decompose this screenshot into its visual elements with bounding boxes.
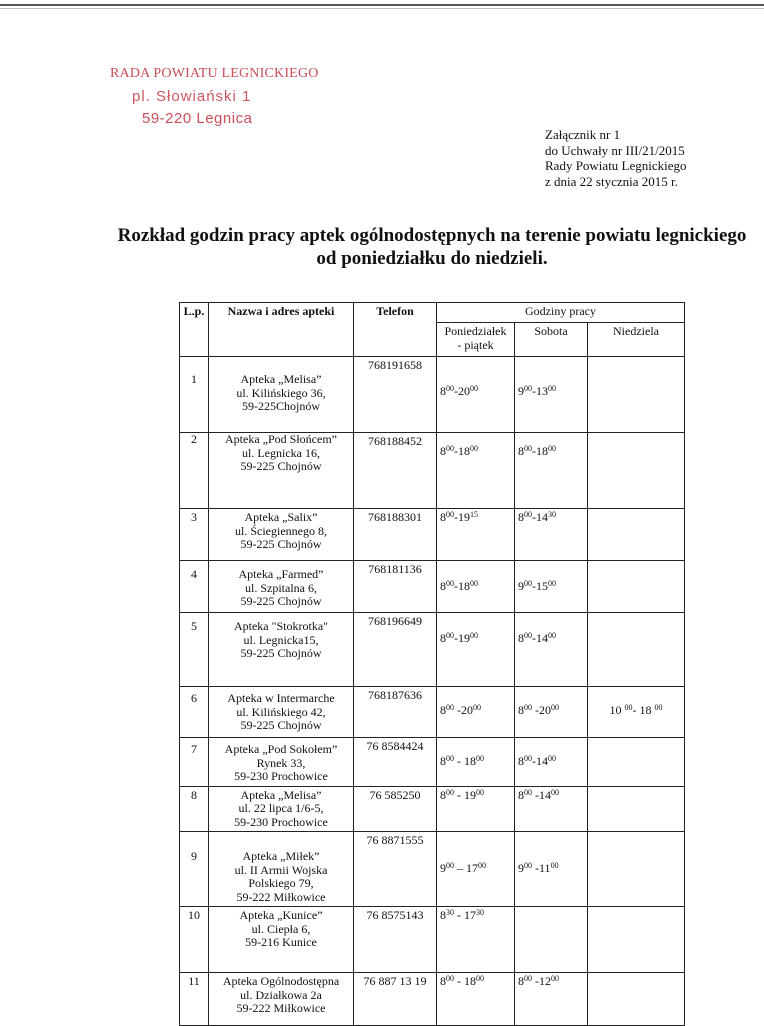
- saturday-hours-from: 8: [518, 703, 524, 717]
- weekday-hours-to-min: 00: [478, 861, 486, 870]
- weekday-hours-to: 20: [461, 703, 473, 717]
- annex-resolution: do Uchwały nr III/21/2015: [545, 142, 685, 158]
- weekday-hours: [440, 579, 478, 593]
- cell-saturday-hours: [515, 613, 588, 687]
- header-weekdays: [437, 323, 515, 357]
- sunday-hours-to: 18: [639, 703, 655, 717]
- saturday-hours: [518, 788, 559, 802]
- pharmacy-address-line: 59-222 Miłkowice: [236, 1001, 326, 1015]
- cell-phone: 768187636: [354, 687, 437, 738]
- cell-saturday-hours: [515, 786, 588, 832]
- pharmacy-address-line: ul. Ściegiennego 8,: [235, 523, 327, 538]
- cell-phone: 76 8584424: [354, 738, 437, 787]
- table-row: [180, 907, 685, 973]
- cell-phone: 76 887 13 19: [354, 973, 437, 1026]
- weekday-hours: [440, 703, 481, 717]
- saturday-hours: [518, 444, 556, 458]
- title-line-1: Rozkład godzin pracy aptek ogólnodostępnych na terenie powiatu legnickiego: [117, 225, 747, 246]
- weekday-hours-from: 8: [440, 908, 446, 922]
- weekday-hours-to-min: 00: [476, 754, 484, 763]
- weekday-hours-sep: -: [454, 631, 458, 645]
- saturday-hours-from: 8: [518, 631, 524, 645]
- pharmacy-address-line: 59-225 Chojnów: [240, 646, 322, 660]
- weekday-hours: [440, 861, 486, 875]
- cell-saturday-hours: [515, 973, 588, 1026]
- cell-saturday-hours: [515, 433, 588, 509]
- saturday-hours-sep: -: [532, 861, 539, 875]
- cell-weekday-hours: [437, 561, 515, 613]
- saturday-hours-sep: -: [532, 384, 536, 398]
- saturday-hours: [518, 579, 556, 593]
- pharmacy-address-line: 59-216 Kunice: [245, 935, 317, 949]
- cell-pharmacy-name-address: [209, 613, 354, 687]
- saturday-hours-to-min: 00: [551, 974, 559, 983]
- annex-council: Rady Powiatu Legnickiego: [545, 158, 687, 173]
- header-weekdays-line2: - piątek: [457, 337, 494, 352]
- saturday-hours-from-min: 00: [524, 510, 532, 519]
- cell-phone: 768188452: [354, 433, 437, 509]
- cell-saturday-hours: [515, 687, 588, 738]
- table-row: [180, 433, 685, 509]
- weekday-hours-sep: –: [454, 861, 466, 875]
- saturday-hours-from-min: 00: [524, 787, 532, 797]
- cell-saturday-hours: [515, 357, 588, 433]
- saturday-hours-to-min: 00: [548, 754, 556, 763]
- saturday-hours-from: 8: [518, 974, 524, 988]
- saturday-hours-sep: -: [532, 974, 539, 988]
- weekday-hours: [440, 384, 478, 398]
- weekday-hours-from-min: 00: [446, 861, 454, 870]
- cell-pharmacy-name-address: [209, 561, 354, 613]
- saturday-hours-to-min: 00: [548, 631, 556, 640]
- cell-phone: 768188301: [354, 509, 437, 561]
- cell-sunday-hours: [588, 973, 685, 1026]
- saturday-hours-to: 14: [536, 510, 548, 524]
- saturday-hours-to: 18: [536, 444, 548, 458]
- pharmacy-name: Apteka „Kunice”: [239, 908, 323, 922]
- table-row: [180, 786, 685, 832]
- saturday-hours-to: 14: [536, 631, 548, 645]
- weekday-hours-to-min: 00: [476, 974, 484, 983]
- weekday-hours: [440, 754, 484, 768]
- cell-weekday-hours: [437, 613, 515, 687]
- saturday-hours-from: 8: [518, 444, 524, 458]
- cell-lp: 6: [180, 687, 209, 738]
- table-row: [180, 561, 685, 613]
- cell-lp: 3: [180, 509, 209, 561]
- pharmacy-name: Apteka „Pod Sokołem”: [224, 742, 338, 756]
- pharmacy-address-line: ul. Legnicka 16,: [242, 445, 320, 460]
- weekday-hours-to-min: 15: [470, 510, 478, 519]
- saturday-hours-from-min: 00: [524, 631, 532, 640]
- weekday-hours-to: 19: [458, 631, 470, 645]
- cell-sunday-hours: [588, 509, 685, 561]
- weekday-hours-from-min: 00: [446, 974, 454, 983]
- saturday-hours-to-min: 00: [548, 384, 556, 393]
- pharmacy-name: Apteka Ogólnodostępna: [222, 974, 340, 988]
- weekday-hours-from: 8: [440, 444, 446, 458]
- pharmacy-name: Apteka „Melisa”: [240, 787, 322, 802]
- header-name: Nazwa i adres apteki: [209, 303, 354, 357]
- pharmacy-name: Apteka w Intermarche: [227, 691, 335, 705]
- header-lp: L.p.: [180, 303, 209, 357]
- weekday-hours-to: 17: [464, 908, 476, 922]
- weekday-hours-to: 18: [458, 579, 470, 593]
- pharmacy-name: Apteka „Farmed”: [238, 567, 324, 581]
- cell-lp: 4: [180, 561, 209, 613]
- pharmacy-address-line: ul. Kilińskiego 42,: [236, 704, 326, 719]
- saturday-hours-to: 15: [536, 579, 548, 593]
- weekday-hours: [440, 444, 478, 458]
- table-row: [180, 613, 685, 687]
- saturday-hours-to-min: 00: [550, 861, 559, 870]
- cell-pharmacy-name-address: [209, 357, 354, 433]
- saturday-hours-to-min: 00: [548, 444, 556, 453]
- header-sunday: Niedziela: [588, 323, 685, 357]
- weekday-hours: [440, 510, 478, 524]
- weekday-hours-to-min: 00: [470, 384, 478, 393]
- cell-pharmacy-name-address: [209, 973, 354, 1026]
- pharmacy-address-line: 59-230 Prochowice: [234, 769, 328, 783]
- pharmacy-address-line: Polskiego 79,: [248, 876, 314, 890]
- saturday-hours: [518, 631, 556, 645]
- weekday-hours-to: 18: [464, 974, 476, 988]
- cell-weekday-hours: [437, 786, 515, 832]
- saturday-hours-to: 14: [539, 787, 551, 802]
- cell-weekday-hours: [437, 973, 515, 1026]
- cell-sunday-hours: [588, 832, 685, 907]
- header-weekdays-line1: Poniedziałek: [444, 324, 507, 338]
- cell-weekday-hours: [437, 433, 515, 509]
- cell-pharmacy-name-address: [209, 509, 354, 561]
- weekday-hours-to: 19: [464, 787, 476, 802]
- cell-phone: 76 8871555: [354, 832, 437, 907]
- pharmacy-address-line: ul. 22 lipca 1/6-5,: [238, 801, 324, 815]
- pharmacy-name: Apteka "Stokrotka": [233, 619, 329, 633]
- weekday-hours-to: 19: [458, 510, 470, 524]
- saturday-hours-from: 8: [518, 754, 524, 768]
- cell-lp: 2: [180, 433, 209, 509]
- cell-pharmacy-name-address: [209, 907, 354, 973]
- cell-weekday-hours: [437, 907, 515, 973]
- pharmacy-hours-table: [179, 302, 685, 1026]
- weekday-hours-sep: -: [454, 510, 458, 524]
- saturday-hours-sep: -: [532, 579, 536, 593]
- weekday-hours-from-min: 00: [446, 384, 454, 393]
- pharmacy-address-line: 59-225 Chojnów: [240, 718, 322, 732]
- cell-sunday-hours: [588, 357, 685, 433]
- title-line-2: od poniedziałku do niedzieli.: [316, 248, 548, 269]
- cell-lp: 10: [180, 907, 209, 973]
- pharmacy-address-line: 59-222 Miłkowice: [236, 889, 326, 904]
- saturday-hours-to-min: 30: [548, 510, 556, 519]
- weekday-hours-from: 9: [440, 861, 446, 875]
- weekday-hours-from-min: 00: [446, 703, 454, 712]
- weekday-hours: [440, 908, 484, 922]
- weekday-hours-to: 20: [458, 384, 470, 398]
- sunday-hours-sep: -: [632, 703, 640, 717]
- cell-weekday-hours: [437, 509, 515, 561]
- saturday-hours-sep: -: [532, 631, 536, 645]
- saturday-hours-from: 9: [518, 384, 524, 398]
- annex-date: z dnia 22 stycznia 2015 r.: [545, 173, 678, 189]
- cell-weekday-hours: [437, 738, 515, 787]
- table-body: [180, 357, 685, 1026]
- annex-header: [545, 127, 687, 189]
- pharmacy-address-line: 59-225 Chojnów: [240, 459, 322, 473]
- weekday-hours-from: 8: [440, 787, 446, 802]
- saturday-hours-from-min: 00: [524, 444, 532, 453]
- pharmacy-address-line: 59-225 Chojnów: [240, 537, 322, 551]
- table-row: [180, 973, 685, 1026]
- cell-saturday-hours: [515, 907, 588, 973]
- pharmacy-name: Apteka „Salix”: [244, 510, 318, 524]
- cell-saturday-hours: [515, 509, 588, 561]
- weekday-hours-sep: -: [454, 908, 464, 922]
- table-row: [180, 687, 685, 738]
- weekday-hours-from-min: 00: [446, 631, 454, 640]
- saturday-hours: [518, 974, 559, 988]
- top-border-line-thin: [0, 8, 764, 9]
- saturday-hours-from: 9: [518, 579, 524, 593]
- saturday-hours-to: 14: [536, 754, 548, 768]
- saturday-hours-from-min: 00: [524, 384, 532, 393]
- cell-phone: 768181136: [354, 561, 437, 613]
- cell-pharmacy-name-address: [209, 687, 354, 738]
- saturday-hours: [518, 384, 556, 398]
- weekday-hours-sep: -: [454, 703, 461, 717]
- cell-lp: 1: [180, 357, 209, 433]
- saturday-hours-from: 8: [518, 787, 524, 802]
- weekday-hours-from-min: 00: [446, 579, 454, 588]
- weekday-hours-from: 8: [440, 631, 446, 645]
- weekday-hours-sep: -: [454, 579, 458, 593]
- pharmacy-address-line: 59-230 Prochowice: [234, 814, 328, 829]
- sunday-hours-from-min: 00: [624, 703, 633, 712]
- cell-lp: 5: [180, 613, 209, 687]
- weekday-hours-from: 8: [440, 754, 446, 768]
- table-row: [180, 832, 685, 907]
- saturday-hours: [518, 861, 559, 875]
- weekday-hours-to-min: 00: [470, 631, 478, 640]
- pharmacy-name: Apteka „Melisa”: [240, 372, 322, 386]
- cell-weekday-hours: [437, 687, 515, 738]
- saturday-hours-from-min: 00: [524, 754, 532, 763]
- saturday-hours-sep: -: [532, 787, 539, 802]
- header-hours: Godziny pracy: [437, 303, 685, 323]
- saturday-hours: [518, 754, 556, 768]
- saturday-hours: [518, 703, 559, 717]
- saturday-hours-sep: -: [532, 703, 539, 717]
- saturday-hours-sep: -: [532, 754, 536, 768]
- weekday-hours-from: 8: [440, 579, 446, 593]
- annex-number: Załącznik nr 1: [545, 127, 621, 142]
- cell-phone: 768196649: [354, 613, 437, 687]
- weekday-hours-from-min: 30: [446, 908, 454, 917]
- weekday-hours-from: 8: [440, 974, 446, 988]
- cell-saturday-hours: [515, 832, 588, 907]
- cell-saturday-hours: [515, 561, 588, 613]
- cell-pharmacy-name-address: [209, 738, 354, 787]
- weekday-hours-from-min: 00: [446, 510, 454, 519]
- stamp-city: 59-220 Legnica: [142, 110, 253, 127]
- weekday-hours-from-min: 00: [446, 444, 454, 453]
- cell-sunday-hours: [588, 907, 685, 973]
- saturday-hours-from: 8: [518, 510, 524, 524]
- weekday-hours-sep: -: [454, 787, 464, 802]
- saturday-hours-from-min: 00: [524, 974, 532, 983]
- cell-lp: 8: [180, 786, 209, 832]
- saturday-hours-to-min: 00: [551, 787, 559, 797]
- saturday-hours-to-min: 00: [551, 703, 559, 712]
- cell-pharmacy-name-address: [209, 433, 354, 509]
- cell-lp: 9: [180, 832, 209, 907]
- weekday-hours-to-min: 00: [470, 579, 478, 588]
- cell-phone: 76 8575143: [354, 907, 437, 973]
- sunday-hours-from: 10: [609, 703, 625, 717]
- cell-lp: 11: [180, 973, 209, 1026]
- cell-weekday-hours: [437, 357, 515, 433]
- saturday-hours-to: 20: [539, 703, 551, 717]
- weekday-hours-from-min: 00: [446, 787, 454, 797]
- pharmacy-address-line: Rynek 33,: [256, 755, 306, 770]
- table-header-row: [180, 303, 685, 323]
- weekday-hours: [440, 788, 484, 802]
- pharmacy-address-line: ul. Szpitalna 6,: [245, 580, 317, 595]
- pharmacy-address-line: 59-225 Chojnów: [240, 594, 322, 608]
- header-phone: Telefon: [354, 303, 437, 357]
- cell-phone: 768191658: [354, 357, 437, 433]
- pharmacy-address-line: ul. Kilińskiego 36,: [236, 385, 326, 400]
- weekday-hours-from-min: 00: [446, 754, 454, 763]
- cell-sunday-hours: [588, 687, 685, 738]
- cell-saturday-hours: [515, 738, 588, 787]
- pharmacy-address-line: ul. Działkowa 2a: [240, 987, 322, 1002]
- document-title: [100, 224, 764, 270]
- pharmacy-name: Apteka „Miłek”: [242, 849, 320, 863]
- saturday-hours-from: 9: [518, 861, 524, 875]
- saturday-hours-to: 11: [539, 861, 551, 875]
- pharmacy-address-line: ul. Ciepła 6,: [251, 921, 311, 936]
- stamp-street: pl. Słowiański 1: [132, 88, 252, 105]
- pharmacy-address-line: ul. II Armii Wojska: [234, 862, 328, 877]
- weekday-hours-to-min: 00: [470, 444, 478, 453]
- weekday-hours-to-min: 00: [473, 703, 481, 712]
- cell-sunday-hours: [588, 561, 685, 613]
- weekday-hours-to-min: 30: [476, 908, 484, 917]
- weekday-hours-sep: -: [454, 444, 458, 458]
- weekday-hours-sep: -: [454, 754, 464, 768]
- weekday-hours: [440, 974, 484, 988]
- table-row: [180, 738, 685, 787]
- stamp-council-name: RADA POWIATU LEGNICKIEGO: [110, 66, 319, 81]
- weekday-hours-from: 8: [440, 703, 446, 717]
- sunday-hours-to-min: 00: [654, 703, 663, 712]
- cell-sunday-hours: [588, 738, 685, 787]
- top-border-line: [0, 4, 764, 6]
- cell-sunday-hours: [588, 433, 685, 509]
- pharmacy-name: Apteka „Pod Słońcem”: [225, 432, 337, 446]
- cell-phone: 76 585250: [354, 786, 437, 832]
- weekday-hours-to-min: 00: [476, 787, 484, 797]
- saturday-hours-sep: -: [532, 444, 536, 458]
- cell-sunday-hours: [588, 786, 685, 832]
- cell-sunday-hours: [588, 613, 685, 687]
- pharmacy-address-line: ul. Legnicka15,: [243, 632, 319, 647]
- cell-weekday-hours: [437, 832, 515, 907]
- saturday-hours-from-min: 00: [524, 579, 532, 588]
- weekday-hours-from: 8: [440, 510, 446, 524]
- weekday-hours-to: 17: [466, 861, 478, 875]
- saturday-hours-to-min: 00: [548, 579, 556, 588]
- weekday-hours-sep: -: [454, 974, 464, 988]
- cell-pharmacy-name-address: [209, 832, 354, 907]
- saturday-hours-sep: -: [532, 510, 536, 524]
- saturday-hours-to: 12: [539, 974, 551, 988]
- weekday-hours-to: 18: [464, 754, 476, 768]
- sunday-hours: [610, 703, 663, 717]
- saturday-hours-from-min: 00: [524, 703, 532, 712]
- saturday-hours: [518, 510, 556, 524]
- cell-lp: 7: [180, 738, 209, 787]
- pharmacy-address-line: 59-225Chojnów: [242, 399, 320, 413]
- weekday-hours-to: 18: [458, 444, 470, 458]
- saturday-hours-to: 13: [536, 384, 548, 398]
- weekday-hours-sep: -: [454, 384, 458, 398]
- weekday-hours-from: 8: [440, 384, 446, 398]
- saturday-hours-from-min: 00: [524, 861, 532, 870]
- cell-pharmacy-name-address: [209, 786, 354, 832]
- table-row: [180, 357, 685, 433]
- header-saturday: Sobota: [515, 323, 588, 357]
- weekday-hours: [440, 631, 478, 645]
- table-row: [180, 509, 685, 561]
